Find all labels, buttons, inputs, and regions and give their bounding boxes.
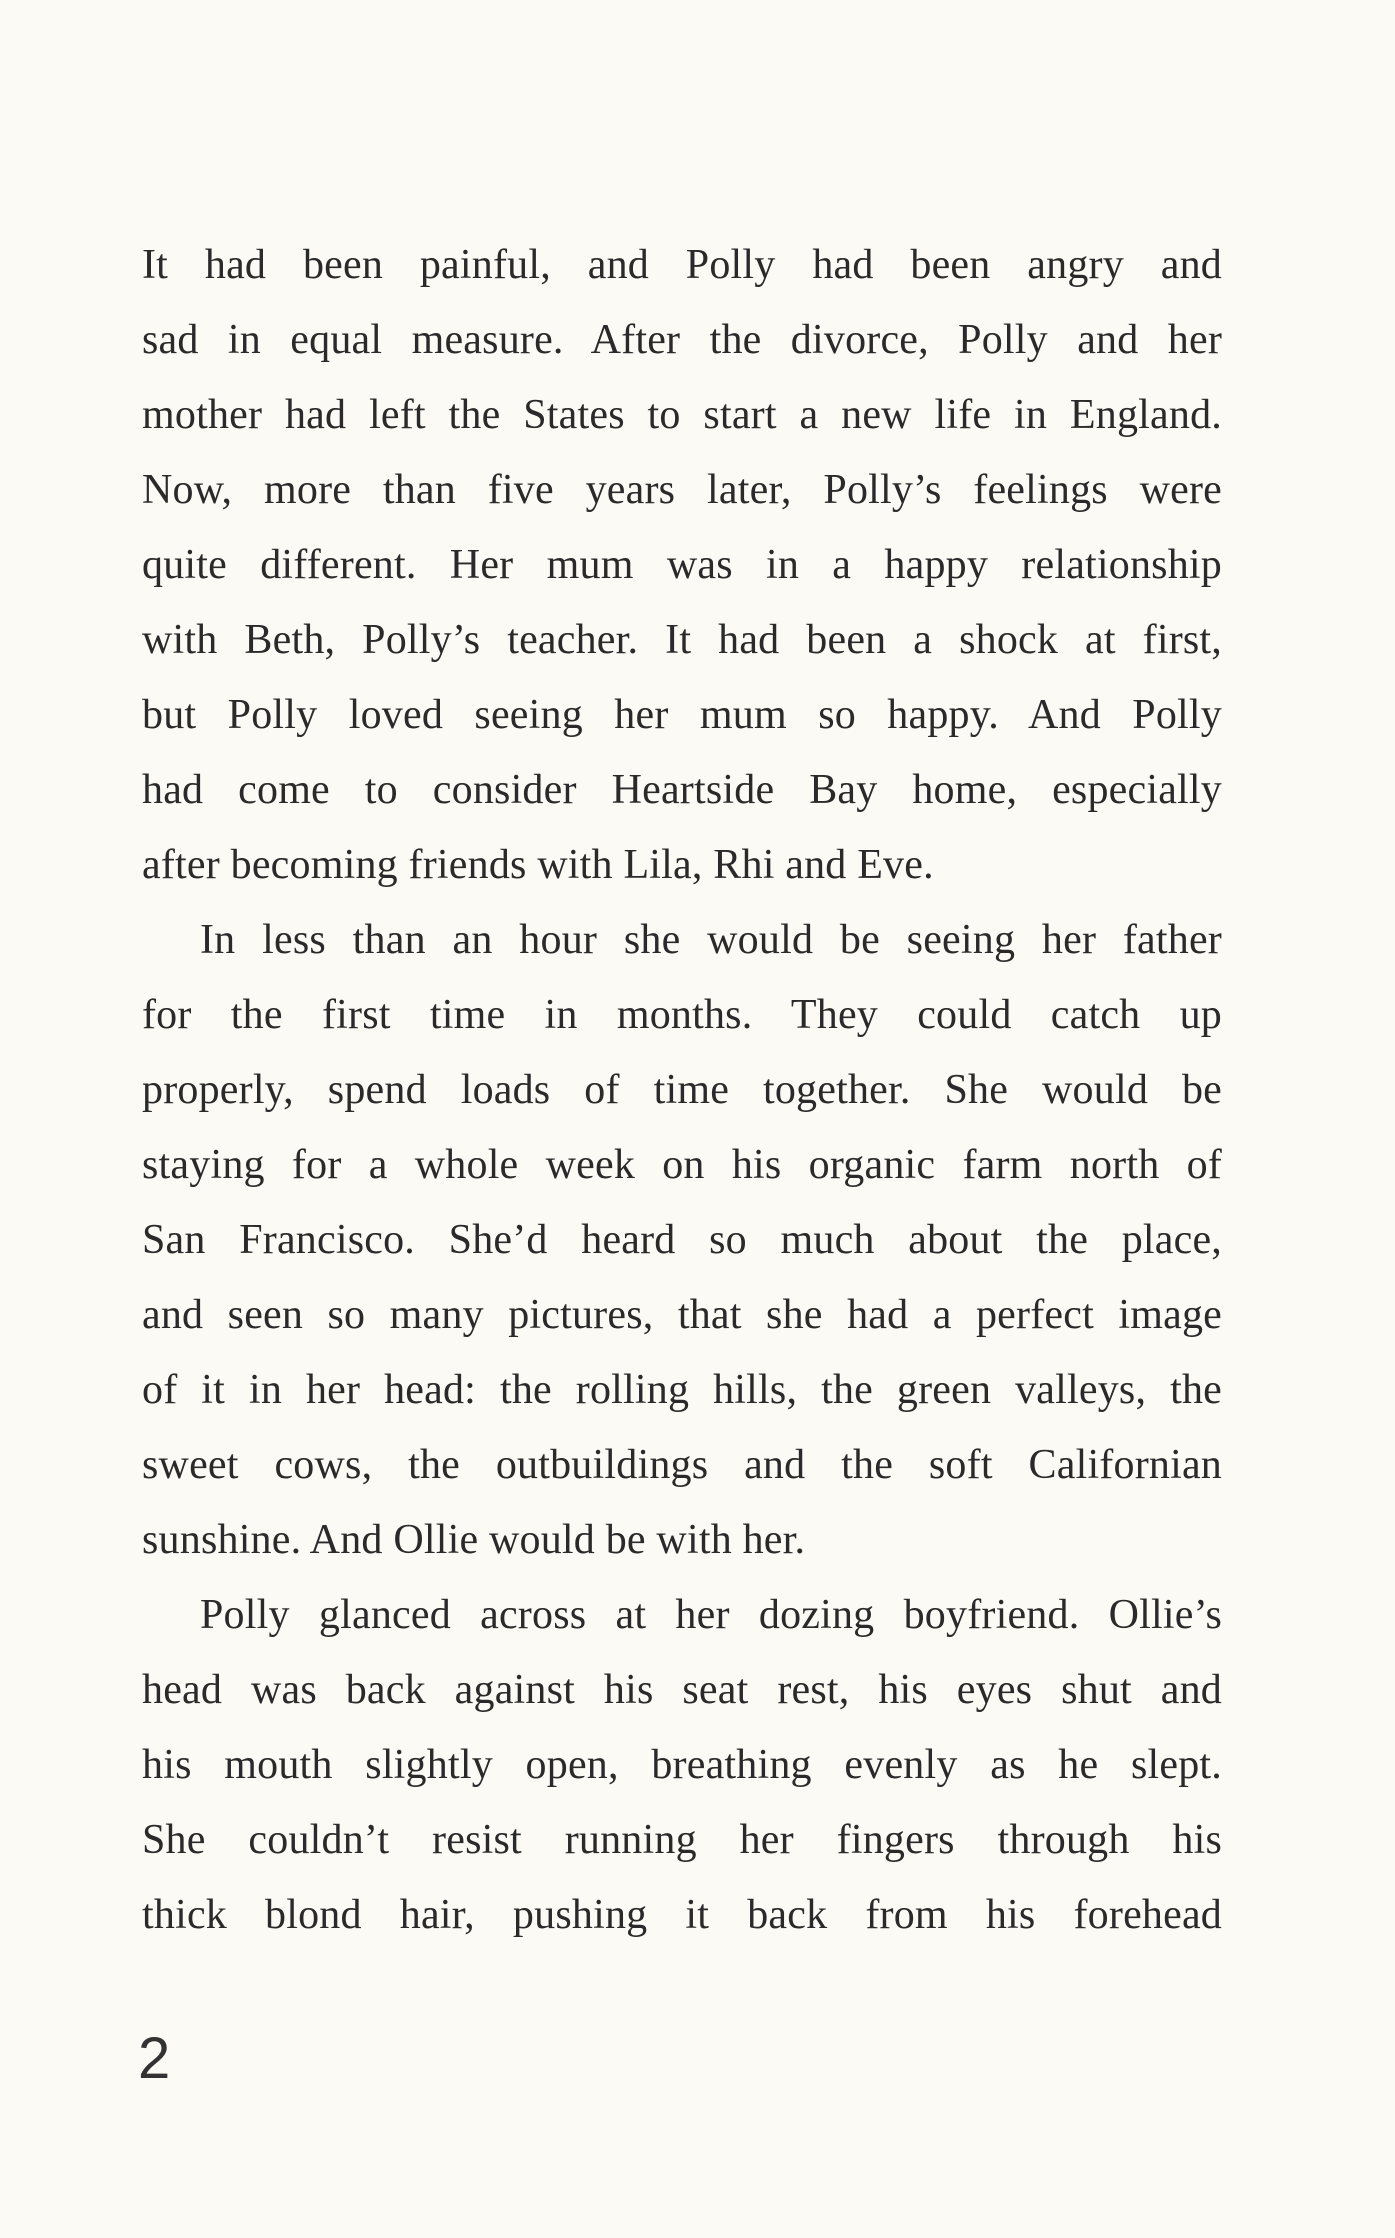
text-line: She couldn’t resist running her fingers through his <box>142 1817 1222 1863</box>
text-line: with Beth, Polly’s teacher. It had been a shock at first, <box>142 617 1222 663</box>
text-line: after becoming friends with Lila, Rhi and Eve. <box>142 842 934 888</box>
text-line: staying for a whole week on his organic farm north of <box>142 1142 1222 1188</box>
text-line: his mouth slightly open, breathing evenly as he slept. <box>142 1742 1222 1788</box>
text-line: San Francisco. She’d heard so much about the place, <box>142 1217 1222 1263</box>
text-line: sad in equal measure. After the divorce, Polly and her <box>142 317 1222 363</box>
text-line: properly, spend loads of time together. She would be <box>142 1067 1222 1113</box>
text-line: and seen so many pictures, that she had a perfect image <box>142 1292 1222 1338</box>
text-line: Polly glanced across at her dozing boyfriend. Ollie’s <box>200 1592 1222 1638</box>
text-line: thick blond hair, pushing it back from his forehead <box>142 1892 1222 1938</box>
text-line: sweet cows, the outbuildings and the soft Californian <box>142 1442 1222 1488</box>
text-line: but Polly loved seeing her mum so happy. And Polly <box>142 692 1222 738</box>
text-line: In less than an hour she would be seeing her father <box>200 917 1222 963</box>
text-line: Now, more than five years later, Polly’s feelings were <box>142 467 1222 513</box>
text-line: sunshine. And Ollie would be with her. <box>142 1517 806 1563</box>
text-line: It had been painful, and Polly had been angry and <box>142 242 1222 288</box>
text-line: quite different. Her mum was in a happy relationship <box>142 542 1222 588</box>
text-line: for the first time in months. They could catch up <box>142 992 1222 1038</box>
body-text <box>142 228 1222 1953</box>
text-line: mother had left the States to start a new life in England. <box>142 392 1222 438</box>
text-line: had come to consider Heartside Bay home, especially <box>142 767 1222 813</box>
page-number: 2 <box>138 2026 171 2091</box>
text-line: of it in her head: the rolling hills, the green valleys, the <box>142 1367 1222 1413</box>
text-line: head was back against his seat rest, his eyes shut and <box>142 1667 1222 1713</box>
